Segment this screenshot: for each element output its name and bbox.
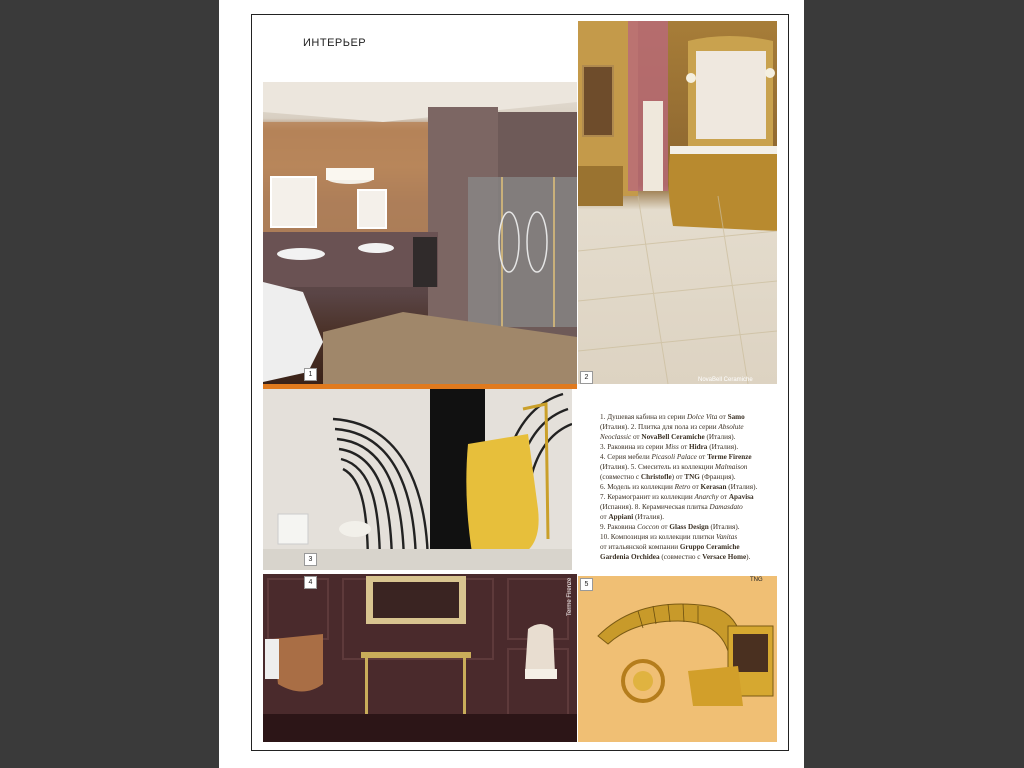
photo-4-paneled-room [263, 574, 577, 742]
photo-2-illustration [578, 21, 777, 384]
caption-text: 1. Душевая кабина из серии Dolce Vita от Samo (Италия). 2. Плитка для пола из серии Absolute Neoclassic от NovaBell Ceramiche (Италия). 3. Раковина из серии Miss от Hidra (Италия). 4. Серия мебели Picasoli Palace от Terme Firenze (Италия). 5. Смеситель из коллекции Malmaison (совместно с Christofle) от TNG (Франция). 6. Модель из коллекции Retro от Kerasan (Италия). 7. Керамогранит из коллекции Anarchy от Apavisa (Испания). 8. Керамическая плитка Damasdato от Appiani (Италия). 9. Раковина Coccon от Glass Design (Италия). 10. Композиция из коллекции плитки Vanitas от итальянской компании Gruppo Ceramiche Gardenia Orchidea (совместно с Versace Home). [600, 413, 758, 561]
photo-credit-4: Terme Firenze [567, 577, 573, 616]
photo-credit-5: TNG [750, 577, 763, 583]
photo-3-illustration [263, 389, 572, 570]
photo-number-5: 5 [580, 578, 593, 591]
photo-3-golden-sink [263, 389, 572, 570]
photo-number-3: 3 [304, 553, 317, 566]
photo-1-bathroom [263, 82, 577, 384]
photo-credit-2: NovaBell Ceramiche [698, 377, 753, 383]
photo-2-vanity [578, 21, 777, 384]
photo-5-gold-faucet [578, 576, 777, 742]
photo-number-1: 1 [304, 368, 317, 381]
photo-number-2: 2 [580, 371, 593, 384]
photo-4-illustration [263, 574, 577, 742]
photo-1-illustration [263, 82, 577, 384]
section-title: ИНТЕРЬЕР [303, 37, 367, 49]
photo-5-illustration [578, 576, 777, 742]
photo-number-4: 4 [304, 576, 317, 589]
